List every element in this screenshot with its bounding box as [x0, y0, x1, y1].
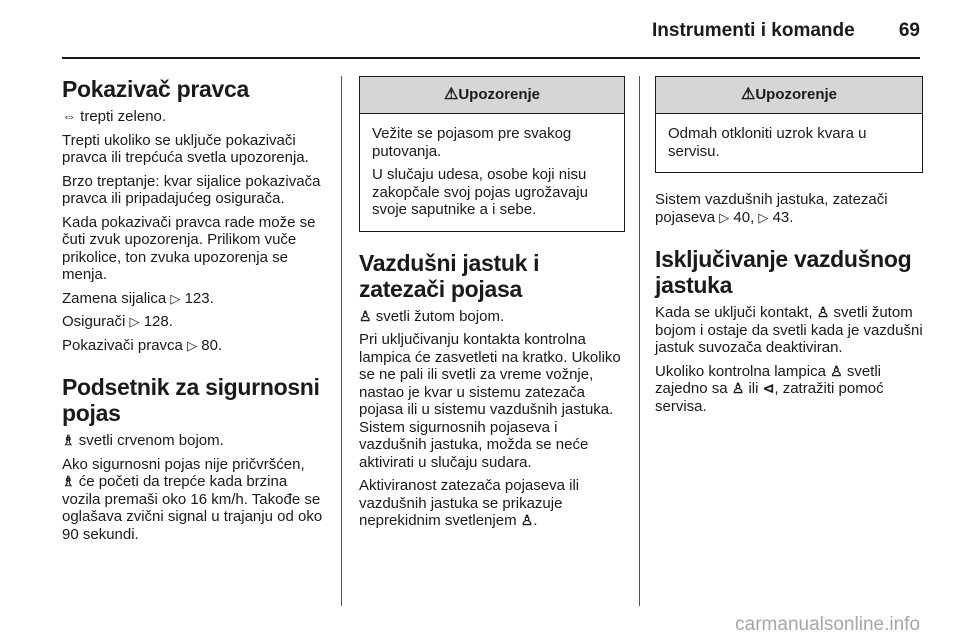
warning-body: [360, 114, 624, 231]
ref-fuses: [62, 313, 328, 331]
ref-bulbs: [62, 290, 328, 308]
off2-text-b: svetli zajedno sa: [655, 362, 882, 397]
belt-text-a: Ako sigurnosni pojas nije pričvršćen,: [62, 455, 305, 473]
system-ref-page-1[interactable]: 40,: [733, 208, 755, 226]
turn-signal-icon: ⇔: [62, 108, 76, 124]
column-divider-2: [639, 76, 640, 606]
ref-arrow-icon: ▷: [170, 290, 181, 306]
airbag-status-text: svetli žutom bojom.: [375, 307, 505, 325]
turn-paragraph-2: Brzo treptanje: kvar sijalice pokazivača pravca ili pripadajućeg osigurača.: [62, 172, 321, 207]
airbag-paragraph-2: Aktiviranost zatezača pojaseva ili vazdušnih jastuka se prikazuje neprekidnim svetlenjem ♙.: [359, 477, 580, 529]
turn-status: [62, 108, 328, 126]
column-middle: [359, 76, 625, 536]
watermark: carmanualsonline.info: [735, 614, 920, 635]
warning-box: [359, 76, 625, 232]
warning-text: Odmah otkloniti uzrok kvara u servisu.: [668, 125, 867, 160]
seat-belt-icon: ♗: [62, 473, 75, 489]
turn-status-text: trepti zeleno.: [80, 108, 167, 125]
ref-turn-text: Pokazivači pravca: [62, 336, 183, 354]
belt-text-b: će početi da trepće kada brzina vozila premaši oko 16 km/h. Takođe se oglašava zvični signal u trajanju od oko 90 sekundi.: [62, 473, 323, 543]
system-ref-page-2[interactable]: 43.: [772, 208, 794, 226]
turn-paragraph-1: Trepti ukoliko se uključe pokazivači pravca ili trepćuća svetla upozorenja.: [62, 131, 309, 166]
airbag-off-paragraph-2: [655, 363, 923, 416]
page-number: 69: [898, 20, 920, 41]
airbag-text: Aktiviranost zatezača pojaseva ili vazdušnih jastuka se prikazuje neprekidnim svetlenjem: [359, 477, 580, 529]
airbag-status: [359, 308, 625, 326]
warning-body: [656, 114, 922, 172]
column-divider-1: [341, 76, 342, 606]
seat-belt-icon: ♗: [62, 432, 75, 448]
off2-text-c: ili: [748, 380, 759, 397]
system-text: Sistem vazdušnih jastuka, zatezači pojaseva: [655, 191, 888, 226]
airbag-icon: ♙: [359, 307, 372, 324]
warning-text-2: U slučaju udesa, osobe koji nisu zakopčale svoj pojas ugrožavaju svoje saputnike a i sebe.: [372, 166, 588, 218]
off2-text-a: Ukoliko kontrolna lampica: [655, 362, 826, 380]
turn-paragraph-3: Kada pokazivači pravca rade može se čuti zvuk upozorenja. Prilikom vuče prikolice, ton zvuka upozorenja se menja.: [62, 213, 316, 283]
side-airbag-icon: ⊲: [762, 380, 775, 396]
warning-box: [655, 76, 923, 173]
warning-icon: ⚠: [740, 86, 756, 103]
ref-bulbs-page[interactable]: 123.: [184, 289, 214, 307]
ref-fuses-text: Osigurači: [62, 313, 126, 330]
header-rule: [62, 57, 920, 59]
warning-title: Upozorenje: [458, 86, 541, 103]
off-text-b: svetli žutom bojom i ostaje da svetli kada je vazdušni jastuk suvozača deaktiviran.: [655, 304, 923, 356]
ref-turn-page[interactable]: 80.: [201, 336, 223, 354]
belt-status-text: svetli crvenom bojom.: [78, 432, 224, 449]
airbag-paragraph-1: Pri uključivanju kontakta kontrolna lampica će zasvetleti na kratko. Ukoliko se ne pali ili svetli za vreme vožnje, nastao je kvar u sistemu zatezača pojasa ili u sistemu vazdušnih jastuka. Sistem sigurnosnih pojaseva i vazdušnih jastuka, možda se neće aktivirati u slučaju sudara.: [359, 331, 621, 471]
airbag-system-ref: [655, 191, 923, 226]
warning-icon: ⚠: [443, 86, 459, 103]
airbag-off-paragraph-1: [655, 304, 923, 357]
warning-title: Upozorenje: [755, 86, 838, 103]
warning-text-1: Vežite se pojasom pre svakog putovanja.: [372, 125, 572, 160]
airbag-icon: ♙: [731, 380, 745, 396]
off-text-a: Kada se uključi kontakt,: [655, 304, 813, 321]
heading-seat-belt: Podsetnik za sigurnosni pojas: [62, 374, 320, 426]
page-header-title: Instrumenti i komande: [652, 20, 855, 41]
airbag-off-icon: ♙: [816, 304, 830, 320]
belt-paragraph: [62, 456, 328, 544]
warning-header: [360, 77, 624, 114]
ref-arrow-icon: ▷: [129, 314, 140, 329]
heading-airbag-off: Isključivanje vazdušnog jastuka: [655, 246, 912, 298]
ref-turn-signals: [62, 337, 328, 355]
ref-fuses-page[interactable]: 128.: [143, 313, 173, 330]
heading-turn-signal: Pokazivač pravca: [62, 76, 249, 102]
column-left: [62, 76, 328, 549]
heading-airbag: Vazdušni jastuk i zatezači pojasa: [359, 249, 540, 302]
ref-arrow-icon: ▷: [187, 337, 198, 353]
ref-arrow-icon: ▷: [758, 209, 769, 225]
off2-text-d: , zatražiti pomoć servisa.: [655, 380, 884, 415]
airbag-off-icon: ♙: [830, 362, 843, 379]
ref-bulbs-text: Zamena sijalica: [62, 289, 167, 307]
airbag-icon: ♙: [520, 512, 534, 528]
ref-arrow-icon: ▷: [719, 209, 730, 225]
warning-header: [656, 77, 922, 114]
belt-status: [62, 432, 328, 450]
column-right: [655, 76, 923, 421]
